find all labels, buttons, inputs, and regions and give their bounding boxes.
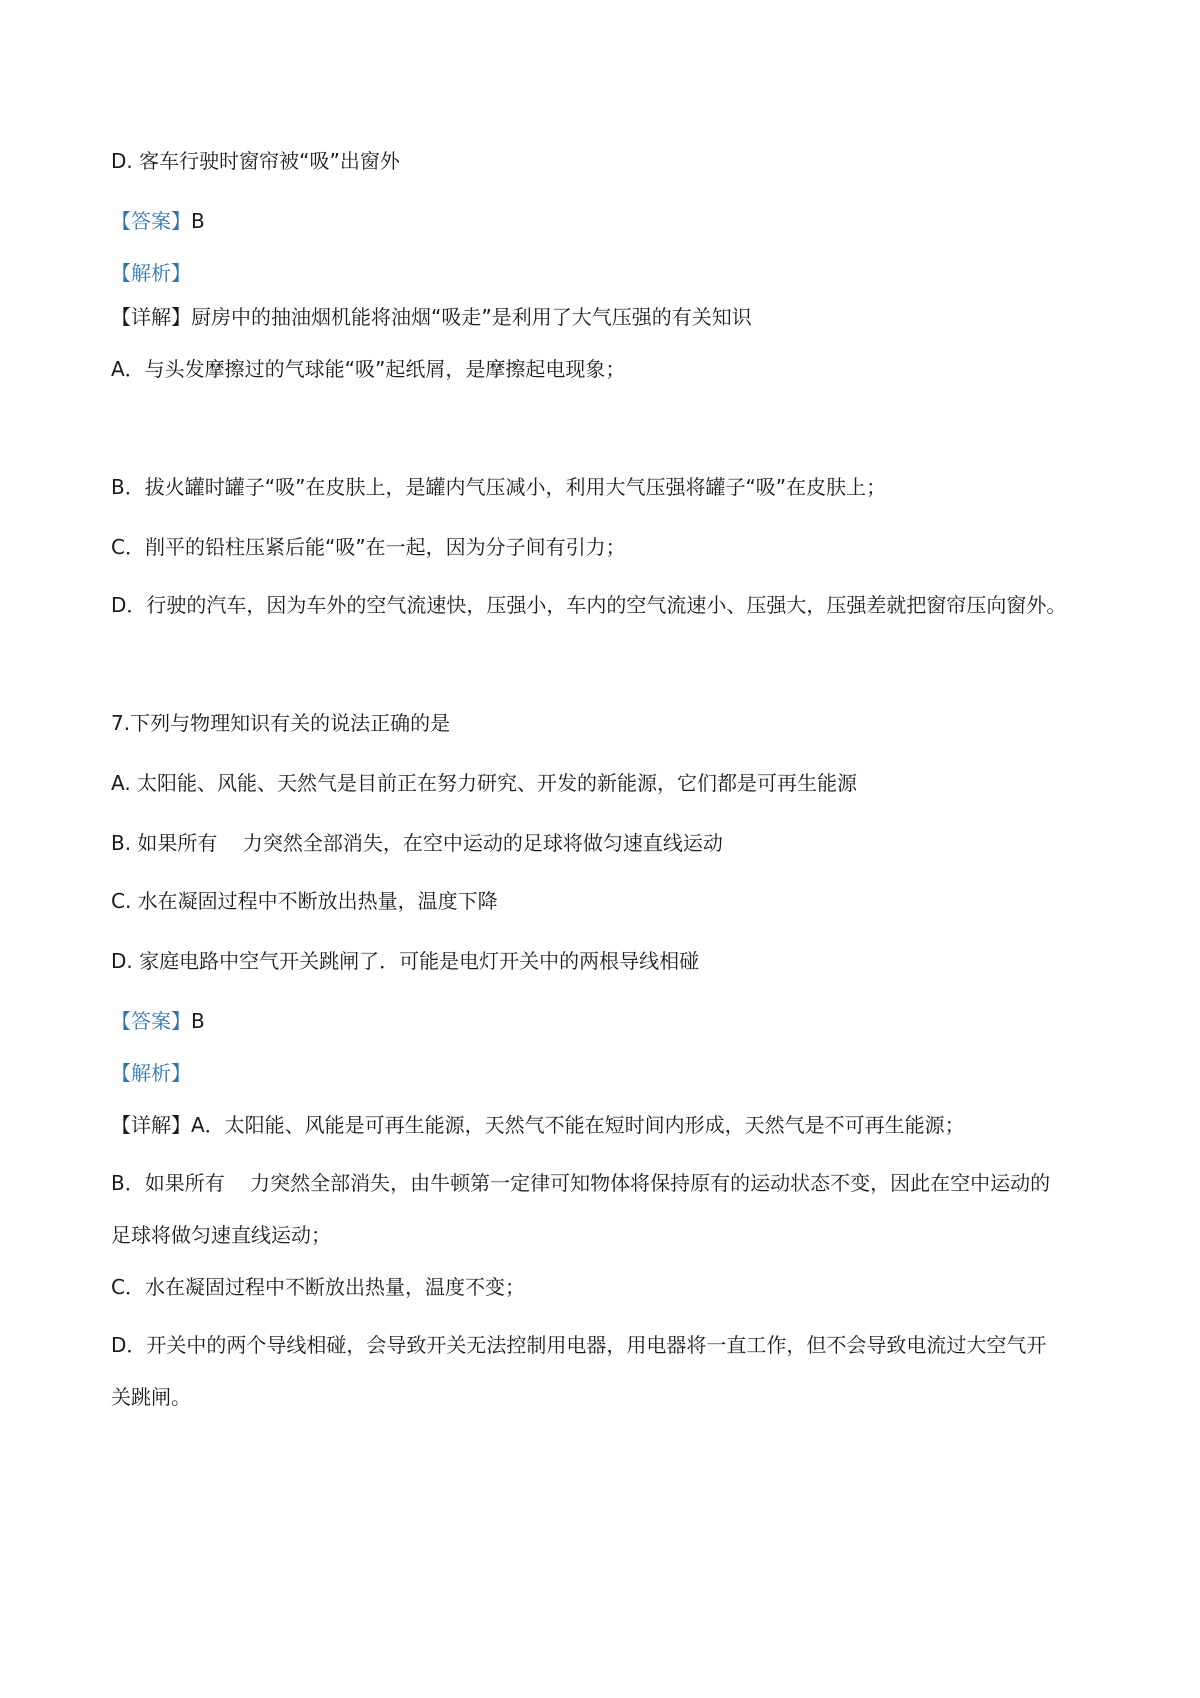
prev-answer xyxy=(111,206,1101,236)
question7-detail-d-line2: 关跳闸。 xyxy=(111,1385,191,1409)
question7-detail-b-line1: B．如果所有 力突然全部消失，由牛顿第一定律可知物体将保持原有的运动状态不变，因此在空中运动的 xyxy=(111,1171,1051,1195)
question7-analysis-label: 【解析】 xyxy=(111,1061,191,1085)
answer-label: 【答案】 xyxy=(111,1009,191,1033)
prev-detail-intro: 【详解】厨房中的抽油烟机能将油烟“吸走”是利用了大气压强的有关知识 xyxy=(111,305,752,329)
question7-detail-b-line2: 足球将做匀速直线运动； xyxy=(111,1223,331,1247)
prev-option-d: D. 客车行驶时窗帘被“吸”出窗外 xyxy=(111,149,400,173)
prev-analysis-label: 【解析】 xyxy=(111,261,191,285)
prev-detail-b: B．拔火罐时罐子“吸”在皮肤上，是罐内气压减小，利用大气压强将罐子“吸”在皮肤上； xyxy=(111,475,887,499)
question7-option-d: D. 家庭电路中空气开关跳闸了．可能是电灯开关中的两根导线相碰 xyxy=(111,949,700,973)
prev-detail-d: D．行驶的汽车，因为车外的空气流速快，压强小，车内的空气流速小、压强大，压强差就把窗帘压向窗外。 xyxy=(111,593,1067,617)
question7-stem: 7.下列与物理知识有关的说法正确的是 xyxy=(111,711,451,735)
question7-option-c: C. 水在凝固过程中不断放出热量，温度下降 xyxy=(111,889,498,913)
answer-label: 【答案】 xyxy=(111,209,191,233)
question7-detail-c: C．水在凝固过程中不断放出热量，温度不变； xyxy=(111,1275,525,1299)
question7-option-a: A. 太阳能、风能、天然气是目前正在努力研究、开发的新能源，它们都是可再生能源 xyxy=(111,771,858,795)
answer-value: B xyxy=(191,209,205,233)
question7-answer xyxy=(111,1006,1101,1036)
question7-option-b: B. 如果所有 力突然全部消失，在空中运动的足球将做匀速直线运动 xyxy=(111,831,723,855)
question7-detail-a: 【详解】A．太阳能、风能是可再生能源，天然气不能在短时间内形成，天然气是不可再生能源； xyxy=(111,1113,965,1137)
question7-detail-d-line1: D．开关中的两个导线相碰，会导致开关无法控制用电器，用电器将一直工作，但不会导致电流过大空气开 xyxy=(111,1333,1047,1357)
answer-value: B xyxy=(191,1009,205,1033)
prev-detail-c: C．削平的铅柱压紧后能“吸”在一起，因为分子间有引力； xyxy=(111,535,626,559)
prev-detail-a: A．与头发摩擦过的气球能“吸”起纸屑，是摩擦起电现象； xyxy=(111,357,626,381)
